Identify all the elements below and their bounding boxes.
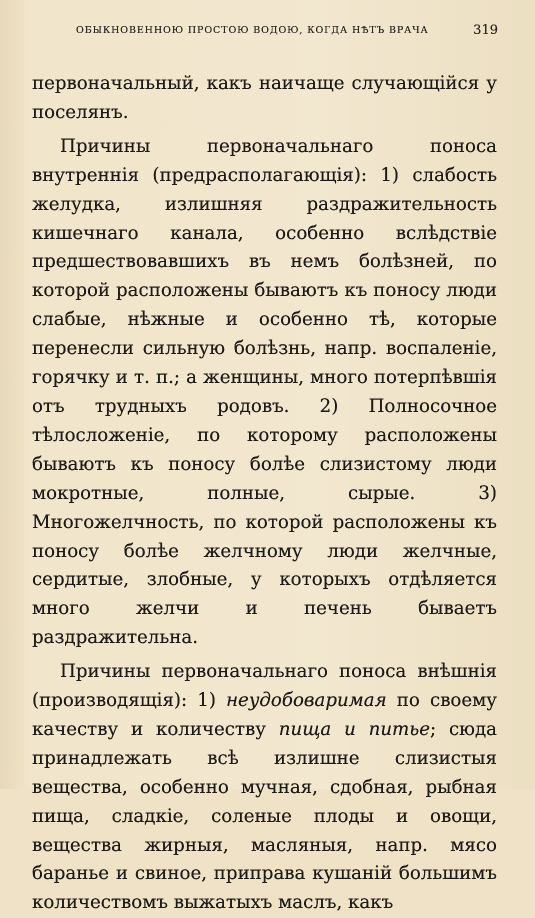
running-head: [76, 23, 496, 41]
running-title: ОБЫКНОВЕННОЮ ПРОСТОЮ ВОДОЮ, КОГДА НѢТЪ ВРАЧА: [76, 25, 429, 36]
italic-term-indigestible: неудобоваримая: [226, 690, 387, 712]
page-number: 319: [473, 23, 498, 38]
body-text: [32, 70, 497, 918]
italic-term-food-and-drink: пища и питье: [278, 718, 430, 740]
paragraph-external-causes: [32, 658, 497, 918]
external-causes-text-start: Причины первоначальнаго поноса внѣшнія (производящія): 1): [32, 661, 497, 712]
external-causes-text-end: ; сюда принадлежать всѣ излишне слизистыя вещества, особенно мучная, сдобная, рыбная пища, сладкіе, соленые плоды и овощи, вещества жирныя, масляныя, напр. мясо баранье и свиное, приправа кушаній большимъ количествомъ выжатыхъ маслъ, какъ: [32, 718, 498, 914]
external-causes-text-middle: по своему качеству и количеству: [32, 690, 497, 740]
paragraph-internal-causes: Причины первоначальнаго поноса внутреннія (предрасполагающія): 1) слабость желудка, излишняя раздражительность кишечнаго канала, особенно вслѣдствіе предшествовавшихъ въ немъ болѣзней, по которой расположены бываютъ къ поносу люди слабые, нѣжные и особенно тѣ, которые перенесли сильную болѣзнь, напр. воспаленіе, горячку и т. п.; а женщины, много потерпѣвшія отъ трудныхъ родовъ. 2) Полносочное тѣлосложеніе, по которому расположены бываютъ къ поносу болѣе слизистому люди мокротные, полные, сырые. 3) Многожелчность, по которой расположены къ поносу болѣе желчному люди желчные, сердитые, злобные, у которыхъ отдѣляется много желчи и печень бываетъ раздражительна.: [32, 135, 497, 649]
paragraph-continuation: первоначальный, какъ наичаще случающійся у поселянъ.: [32, 73, 497, 123]
